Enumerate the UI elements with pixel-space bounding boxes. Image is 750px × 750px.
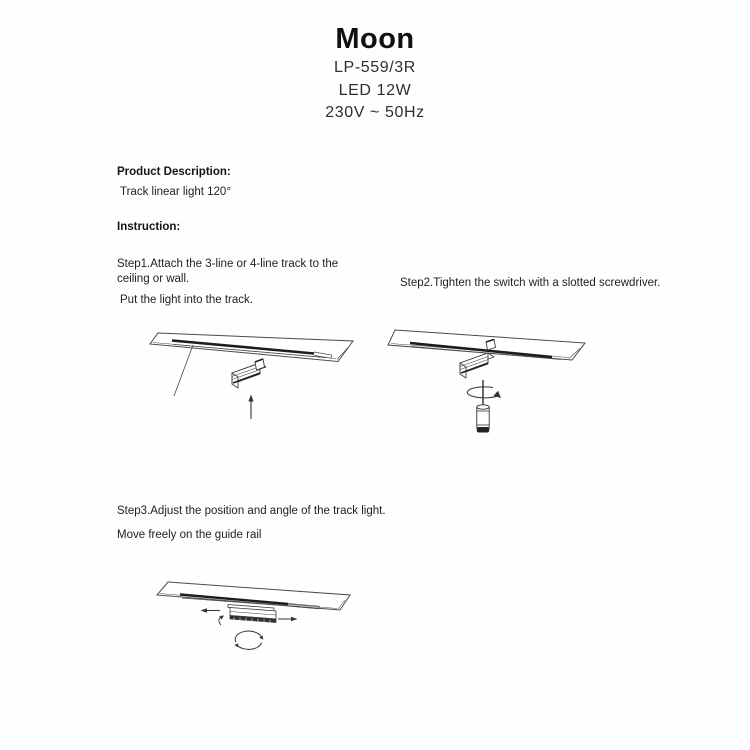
title-block bbox=[0, 24, 750, 123]
voltage-rating: 230V ~ 50Hz bbox=[325, 104, 425, 121]
leader-line bbox=[174, 345, 193, 396]
left-arrow-icon bbox=[201, 608, 221, 612]
step1-text-line2: ceiling or wall. bbox=[117, 273, 190, 285]
track-rail bbox=[150, 333, 353, 362]
step2-text: Step2.Tighten the switch with a slotted screwdriver. bbox=[400, 277, 661, 289]
screwdriver-icon bbox=[477, 380, 489, 433]
model-number: LP-559/3R bbox=[334, 59, 416, 76]
step3-diagram bbox=[148, 578, 378, 663]
rotate-arrow-icon bbox=[467, 387, 501, 398]
product-description-heading: Product Description: bbox=[117, 166, 231, 178]
rotation-arrows-icon bbox=[234, 631, 263, 649]
power-rating: LED 12W bbox=[338, 81, 412, 99]
track-adapter bbox=[232, 359, 266, 388]
track-rail bbox=[157, 582, 350, 610]
step1-note: Put the light into the track. bbox=[120, 294, 253, 306]
up-arrow-icon bbox=[248, 395, 253, 420]
instruction-heading: Instruction: bbox=[117, 221, 181, 233]
product-description-text: Track linear light 120° bbox=[120, 186, 231, 198]
step3-text: Step3.Adjust the position and angle of the track light. bbox=[117, 505, 386, 517]
step1-text-line1: Step1.Attach the 3-line or 4-line track to the bbox=[117, 258, 339, 270]
right-arrow-icon bbox=[278, 617, 298, 621]
step2-diagram bbox=[383, 327, 613, 439]
swivel-arrow-icon bbox=[219, 616, 224, 626]
product-title: Moon bbox=[335, 23, 415, 55]
step1-diagram bbox=[148, 328, 378, 423]
linear-light-bar bbox=[228, 605, 276, 624]
step3-note: Move freely on the guide rail bbox=[117, 529, 262, 541]
